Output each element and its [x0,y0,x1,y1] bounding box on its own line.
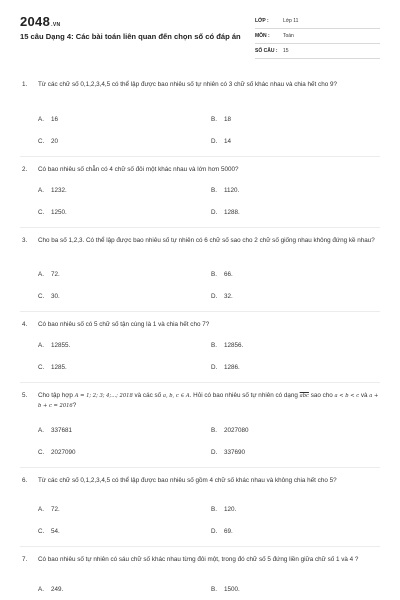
divider [20,467,380,468]
option-value: 30. [51,293,60,300]
option-letter: A. [38,116,44,123]
option-value: 54. [51,528,60,535]
option-value: 337681 [51,427,73,434]
option-letter: D. [211,364,218,371]
option-c[interactable] [38,138,58,145]
page-title: 15 câu Dạng 4: Các bài toán liên quan đến chọn số có đáp án [20,32,241,41]
question-number: 4. [22,321,28,328]
option-value: 249. [51,586,64,593]
meta-row-subject [255,29,380,44]
option-a[interactable] [38,506,60,513]
option-value: 72. [51,506,60,513]
option-b[interactable] [211,586,240,593]
option-letter: B. [211,586,217,593]
option-letter: A. [38,586,44,593]
option-c[interactable] [38,209,67,216]
text-part: và các số [132,392,163,399]
option-value: 18 [224,116,232,123]
meta-value: Lớp 11 [283,18,299,24]
question-number: 7. [22,556,28,563]
option-c[interactable] [38,528,60,535]
option-value: 32. [224,293,233,300]
option-value: 20 [51,138,59,145]
meta-value: Toán [283,33,294,39]
logo-main: 2048 [20,14,51,29]
option-b[interactable] [211,187,239,194]
option-letter: A. [38,427,44,434]
option-letter: C. [38,528,45,535]
option-value: 69. [224,528,233,535]
logo[interactable] [20,14,60,29]
option-letter: C. [38,138,45,145]
option-letter: B. [211,506,217,513]
option-letter: C. [38,449,45,456]
question-number: 1. [22,81,28,88]
question-text: Có bao nhiêu số có 5 chữ số tận cùng là 1 và chia hết cho 7? [38,321,210,328]
option-value: 1120. [224,187,240,194]
option-a[interactable] [38,586,63,593]
math-set-a: A = 1; 2; 3; 4;...; 2018 [74,393,133,399]
option-a[interactable] [38,427,72,434]
option-letter: D. [211,209,218,216]
question-text: Cho ba số 1,2,3. Có thể lập được bao nhiêu số tự nhiên có 6 chữ số sao cho 2 chữ số giống nhau không đứng kề nhau? [38,237,375,244]
option-value: 16 [51,116,59,123]
divider [20,156,380,157]
option-value: 1288. [224,209,240,216]
option-value: 12855. [51,342,71,349]
option-letter: A. [38,342,44,349]
meta-key: MÔN : [255,33,270,39]
question-text [38,391,382,411]
option-b[interactable] [211,342,243,349]
meta-value: 15 [283,48,289,54]
option-value: 1285. [51,364,67,371]
question-text: Có bao nhiêu số tự nhiên có sáu chữ số khác nhau từng đôi một, trong đó chữ số 5 đứng liền giữa chữ số 1 và 4 ? [38,556,359,563]
option-value: 1286. [224,364,240,371]
math-abc-in-a: a, b, c ∈ A [162,393,190,399]
option-c[interactable] [38,449,76,456]
option-value: 120. [224,506,237,513]
question-text: Có bao nhiêu số chẵn có 4 chữ số đôi một khác nhau và lớn hơn 5000? [38,166,239,173]
option-letter: D. [211,528,218,535]
option-letter: A. [38,187,44,194]
option-letter: B. [211,187,217,194]
option-a[interactable] [38,271,60,278]
math-inequality: a < b < c [334,393,360,399]
option-value: 1250. [51,209,67,216]
question-text: Từ các chữ số 0,1,2,3,4,5 có thể lập được bao nhiêu số tự nhiên có 3 chữ số khác nhau và chia hết cho 9? [38,81,337,88]
option-value: 1500. [224,586,240,593]
option-letter: D. [211,293,218,300]
text-part: và [359,392,370,399]
text-part: . Hỏi có bao nhiêu số tự nhiên có dạng [189,392,300,399]
math-abc-number: $\overline{abc}$ [299,393,309,399]
option-a[interactable] [38,342,70,349]
option-d[interactable] [211,528,233,535]
math-sum: a + b + c = 2016 [38,393,379,409]
meta-row-class [255,14,380,29]
option-letter: B. [211,271,217,278]
option-value: 12856. [224,342,244,349]
text-part: ? [72,402,77,409]
divider [20,546,380,547]
option-letter: D. [211,449,218,456]
option-d[interactable] [211,449,245,456]
text-part: sao cho [308,392,335,399]
option-letter: C. [38,364,45,371]
option-value: 1232. [51,187,67,194]
option-letter: B. [211,342,217,349]
option-letter: C. [38,293,45,300]
divider [20,311,380,312]
option-b[interactable] [211,506,236,513]
option-d[interactable] [211,364,240,371]
option-letter: B. [211,427,217,434]
option-d[interactable] [211,209,240,216]
option-a[interactable] [38,116,58,123]
option-value: 337690 [224,449,246,456]
logo-sub: .VN [51,22,61,28]
option-a[interactable] [38,187,67,194]
question-number: 6. [22,477,28,484]
question-number: 3. [22,237,28,244]
option-b[interactable] [211,271,233,278]
meta-key: LỚP : [255,18,269,24]
option-b[interactable] [211,116,231,123]
question-number: 2. [22,166,28,173]
option-letter: C. [38,209,45,216]
option-value: 14 [224,138,232,145]
option-letter: B. [211,116,217,123]
question-text: Từ các chữ số 0,1,2,3,4,5 có thể lập được bao nhiêu số gồm 4 chữ số khác nhau và không chia hết cho 5? [38,477,337,484]
meta-key: SỐ CÂU : [255,48,278,54]
divider [20,382,380,383]
option-d[interactable] [211,138,231,145]
question-number: 5. [22,392,28,399]
option-c[interactable] [38,364,67,371]
option-letter: A. [38,271,44,278]
text-part: Cho tập hợp [38,392,75,399]
option-value: 2027080 [224,427,249,434]
option-d[interactable] [211,293,233,300]
option-c[interactable] [38,293,60,300]
option-letter: D. [211,138,218,145]
option-value: 2027090 [51,449,76,456]
divider [20,227,380,228]
option-value: 66. [224,271,233,278]
meta-row-count [255,44,380,59]
option-value: 72. [51,271,60,278]
option-letter: A. [38,506,44,513]
option-b[interactable] [211,427,249,434]
